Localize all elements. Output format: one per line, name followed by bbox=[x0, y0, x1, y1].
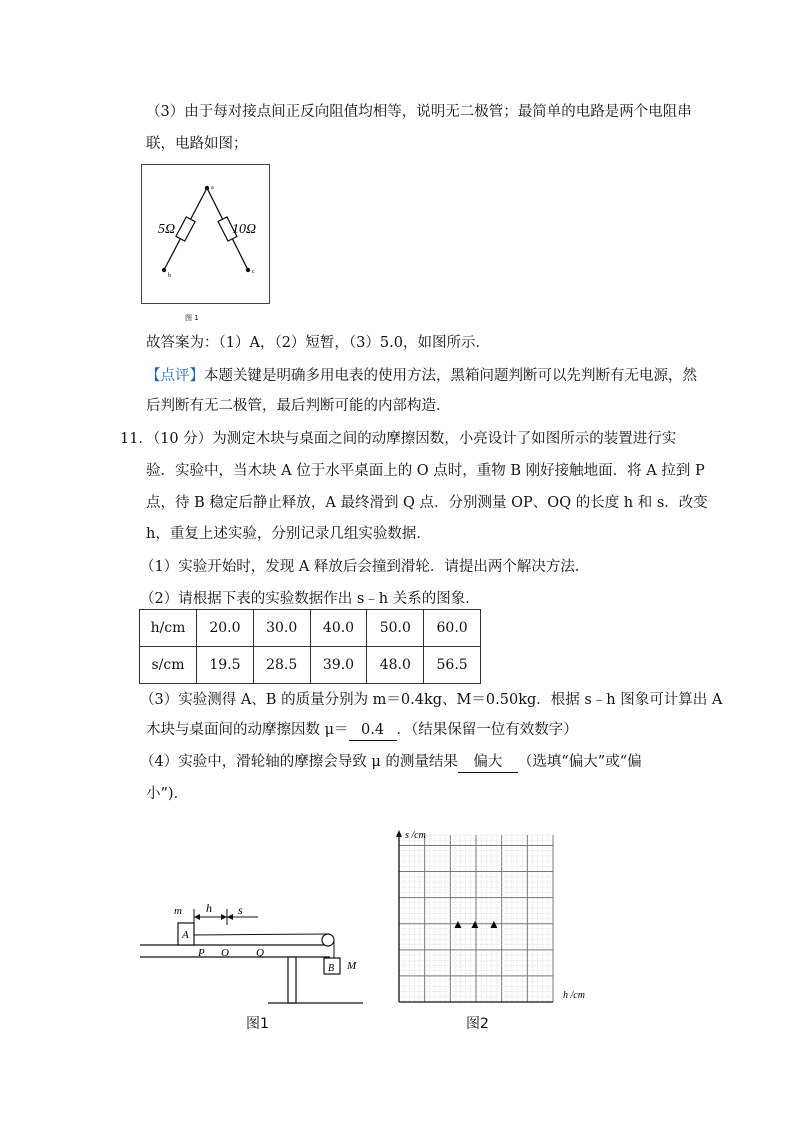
table-cell: 19.5 bbox=[197, 647, 254, 684]
resistor-label-10: 10Ω bbox=[232, 222, 257, 237]
table-cell: 60.0 bbox=[424, 610, 481, 647]
table-cell: s/cm bbox=[140, 647, 197, 684]
table-cell: h/cm bbox=[140, 610, 197, 647]
data-table bbox=[139, 609, 481, 684]
q11-line4: h，重复上述实验，分别记录几组实验数据． bbox=[146, 526, 431, 542]
comment-text1: 本题关键是明确多用电表的使用方法，黑箱问题判断可以先判断有无电源，然 bbox=[204, 368, 697, 384]
label-b: B bbox=[328, 963, 335, 974]
answer-mu: 0.4 bbox=[349, 720, 397, 741]
grid-figure bbox=[388, 828, 588, 1008]
label-a: A bbox=[182, 929, 189, 941]
q11-line1: 11．（10 分）为测定木块与桌面之间的动摩擦因数，小亮设计了如图所示的装置进行实 bbox=[120, 431, 677, 447]
part4-post: （选填“偏大”或“偏 bbox=[517, 754, 642, 770]
label-h: h bbox=[206, 901, 212, 915]
label-p: P bbox=[198, 947, 205, 959]
q11-part2: （2）请根据下表的实验数据作出 s﹣h 关系的图象． bbox=[140, 591, 480, 607]
q11-part3a: （3）实验测得 A、B 的质量分别为 m＝0.4kg、M＝0.50kg．根据 s﹣h 图象可计算出 A bbox=[140, 692, 723, 708]
part4-pre: （4）实验中，滑轮轴的摩擦会导致 μ 的测量结果 bbox=[140, 754, 458, 770]
label-s: s bbox=[238, 903, 243, 917]
comment-line2: 后判断有无二极管，最后判断可能的内部构造． bbox=[146, 398, 451, 414]
circuit-diagram bbox=[142, 165, 269, 303]
q11-part1: （1）实验开始时，发现 A 释放后会撞到滑轮．请提出两个解决方法． bbox=[140, 559, 590, 575]
resistor-label-5: 5Ω bbox=[158, 222, 176, 237]
node-c-label: c bbox=[252, 269, 255, 275]
apparatus-figure bbox=[138, 895, 378, 1010]
marker: ▲ bbox=[488, 917, 500, 931]
node-b-label: b bbox=[168, 273, 171, 279]
fig1-caption: 图1 bbox=[246, 1016, 269, 1032]
table-cell: 20.0 bbox=[197, 610, 254, 647]
q11-part4 bbox=[140, 752, 642, 773]
part3-line2: 联，电路如图； bbox=[146, 136, 248, 152]
comment-tag: 【点评】 bbox=[146, 368, 204, 384]
q11-part3b bbox=[146, 720, 578, 741]
fig2-caption: 图2 bbox=[466, 1016, 489, 1032]
circuit-figure bbox=[141, 164, 270, 304]
q11-line2: 验．实验中，当木块 A 位于水平桌面上的 O 点时，重物 B 刚好接触地面．将 A 拉到 P bbox=[146, 463, 705, 479]
answer-bias: 偏大 bbox=[458, 752, 518, 773]
q11-part4b: 小”)． bbox=[146, 786, 189, 802]
node-a-label: a bbox=[211, 185, 214, 191]
q11-line3: 点，待 B 稳定后静止释放，A 最终滑到 Q 点．分别测量 OP、OQ 的长度 h 和 s．改变 bbox=[146, 495, 708, 511]
table-cell: 28.5 bbox=[253, 647, 310, 684]
marker: ▲ bbox=[469, 917, 481, 931]
label-m: m bbox=[174, 905, 182, 917]
table-row-h bbox=[140, 610, 481, 647]
label-o: O bbox=[221, 947, 229, 959]
label-q: Q bbox=[256, 947, 264, 959]
part3-line1: （3）由于每对接点间正反向阻值均相等，说明无二极管；最简单的电路是两个电阻串 bbox=[146, 104, 692, 120]
part3b-post: ．（结果保留一位有效数字） bbox=[396, 722, 578, 738]
marker: ▲ bbox=[452, 917, 464, 931]
table-cell: 39.0 bbox=[310, 647, 367, 684]
x-axis-label: h /cm bbox=[563, 990, 585, 1001]
table-cell: 30.0 bbox=[253, 610, 310, 647]
circuit-caption: 图 1 bbox=[185, 314, 199, 322]
table-cell: 50.0 bbox=[367, 610, 424, 647]
table-row-s bbox=[140, 647, 481, 684]
answer-line: 故答案为：（1）A，（2）短暂，（3）5.0，如图所示． bbox=[146, 335, 490, 351]
table-cell: 48.0 bbox=[367, 647, 424, 684]
part3b-pre: 木块与桌面间的动摩擦因数 μ＝ bbox=[146, 722, 349, 738]
comment-line1 bbox=[146, 366, 697, 386]
label-m-big: M bbox=[347, 960, 357, 972]
table-cell: 56.5 bbox=[424, 647, 481, 684]
y-axis-label: s /cm bbox=[405, 830, 426, 841]
resistor-left bbox=[176, 217, 195, 241]
table-cell: 40.0 bbox=[310, 610, 367, 647]
